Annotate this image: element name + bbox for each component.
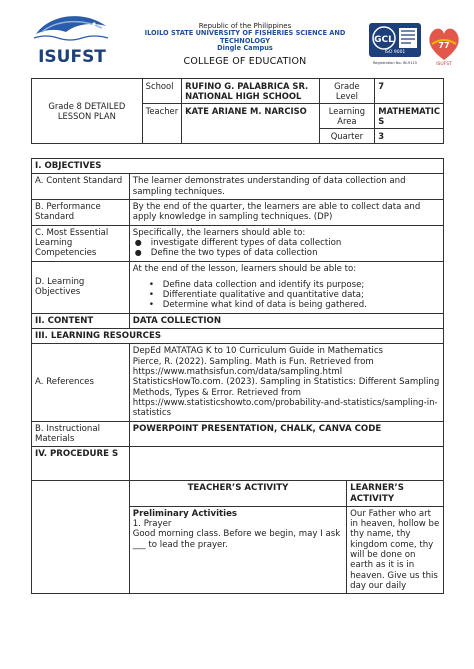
svg-text:77: 77 [438,41,450,50]
school-value: RUFINO G. PALABRICA SR. NATIONAL HIGH SCHOOL [182,79,319,104]
quarter-value: 3 [375,129,444,144]
teacher-value: KATE ARIANE M. NARCISO [182,104,319,144]
reference-item: Pierce, R. (2022). Sampling. Math is Fun. Retrieved from https://www.mathsisfun.com/data/sampling.html [132,356,374,377]
materials-label: B. Instructional Materials [32,421,130,447]
letterhead [0,0,474,76]
content-heading: II. CONTENT [32,313,130,328]
procedures-heading: IV. PROCEDURE S [32,447,130,481]
competencies-list [133,238,440,259]
svg-text:Registration No. IN-9115: Registration No. IN-9115 [372,61,418,65]
anniversary-logo [424,22,464,66]
learning-objective-item: • Define data collection and identify its purpose; [133,280,440,290]
learning-objectives-list [133,280,440,311]
learning-area-value: MATHEMATIC S [375,104,444,129]
references-label: A. References [32,344,130,421]
isufst-logo [32,8,112,70]
competency-item: ● Define the two types of data collection [133,248,440,258]
university-name: ILOILO STATE UNIVERSITY OF FISHERIES SCIENCE AND TECHNOLOGY [144,29,346,45]
school-label: School [142,79,181,104]
reference-item: DepEd MATATAG K to 10 Curriculum Guide in Mathematics [132,346,384,357]
teacher-activity-header: TEACHER’S ACTIVITY [129,481,346,507]
learning-objective-item: • Determine what kind of data is being gathered. [133,300,440,310]
lesson-plan-body-table [31,158,444,594]
competencies-intro: Specifically, the learners should able to: [132,227,306,238]
performance-standard-text: By the end of the quarter, the learners are able to collect data and apply knowledge in sampling techniques. (DP) [129,199,443,225]
content-standard-label: A. Content Standard [32,174,130,200]
materials-value: POWERPOINT PRESENTATION, CHALK, CANVA CODE [129,421,443,447]
learning-objective-item: • Differentiate qualitative and quantitative data; [133,290,440,300]
performance-standard-label: B. Performance Standard [32,199,130,225]
reference-item: StatisticsHowTo.com. (2023). Sampling in Statistics: Different Sampling Methods, Types & Error. Retrieved from https://www.statisticshowto.com/probability-and-statistics/sampling-in-statistics [132,377,440,419]
content-value: DATA COLLECTION [129,313,443,328]
college-name: COLLEGE OF EDUCATION [183,55,307,67]
learner-activity-cell: Our Father who art in heaven, hollow be thy name, thy kingdom come, thy will be done on earth as it is in heaven. Give us this day our daily [347,506,444,594]
learning-objectives-cell [129,261,443,313]
svg-text:ISUFST: ISUFST [38,47,106,67]
learner-activity-header: LEARNER’S ACTIVITY [347,481,444,507]
lesson-plan-title: Grade 8 DETAILED LESSON PLAN [32,79,143,144]
resources-heading: III. LEARNING RESOURCES [32,329,444,344]
competencies-cell [129,225,443,261]
prayer-title: 1. Prayer [132,519,172,530]
republic-line: Republic of the Philippines [198,22,292,30]
grade-label: Grade Level [319,79,375,104]
teacher-label: Teacher [142,104,181,144]
svg-text:GCL: GCL [374,35,394,45]
competencies-label: C. Most Essential Learning Competencies [32,225,130,261]
svg-text:ISUFST: ISUFST [436,62,452,66]
objectives-heading: I. OBJECTIVES [32,159,444,174]
learning-area-label: Learning Area [319,104,375,129]
learning-objectives-intro: At the end of the lesson, learners should be able to: [132,263,357,274]
references-cell [129,344,443,421]
institution-block [130,22,360,68]
learning-objectives-label: D. Learning Objectives [32,261,130,313]
gcl-certification-logo [368,22,422,68]
svg-text:ISO 9001: ISO 9001 [384,50,406,55]
teacher-activity-cell [129,506,346,594]
lesson-info-table [31,78,444,144]
quarter-label: Quarter [319,129,375,144]
prayer-text: Good morning class. Before we begin, may I ask ___ to lead the prayer. [132,529,341,550]
grade-value: 7 [375,79,444,104]
campus-name: Dingle Campus [217,44,273,53]
procedures-blank-left [32,481,130,507]
procedures-blank-left-2 [32,506,130,594]
procedures-blank [129,447,443,481]
competency-item: ● investigate different types of data collection [133,238,440,248]
content-standard-text: The learner demonstrates understanding of data collection and sampling techniques. [129,174,443,200]
preliminary-activities-title: Preliminary Activities [132,508,238,519]
